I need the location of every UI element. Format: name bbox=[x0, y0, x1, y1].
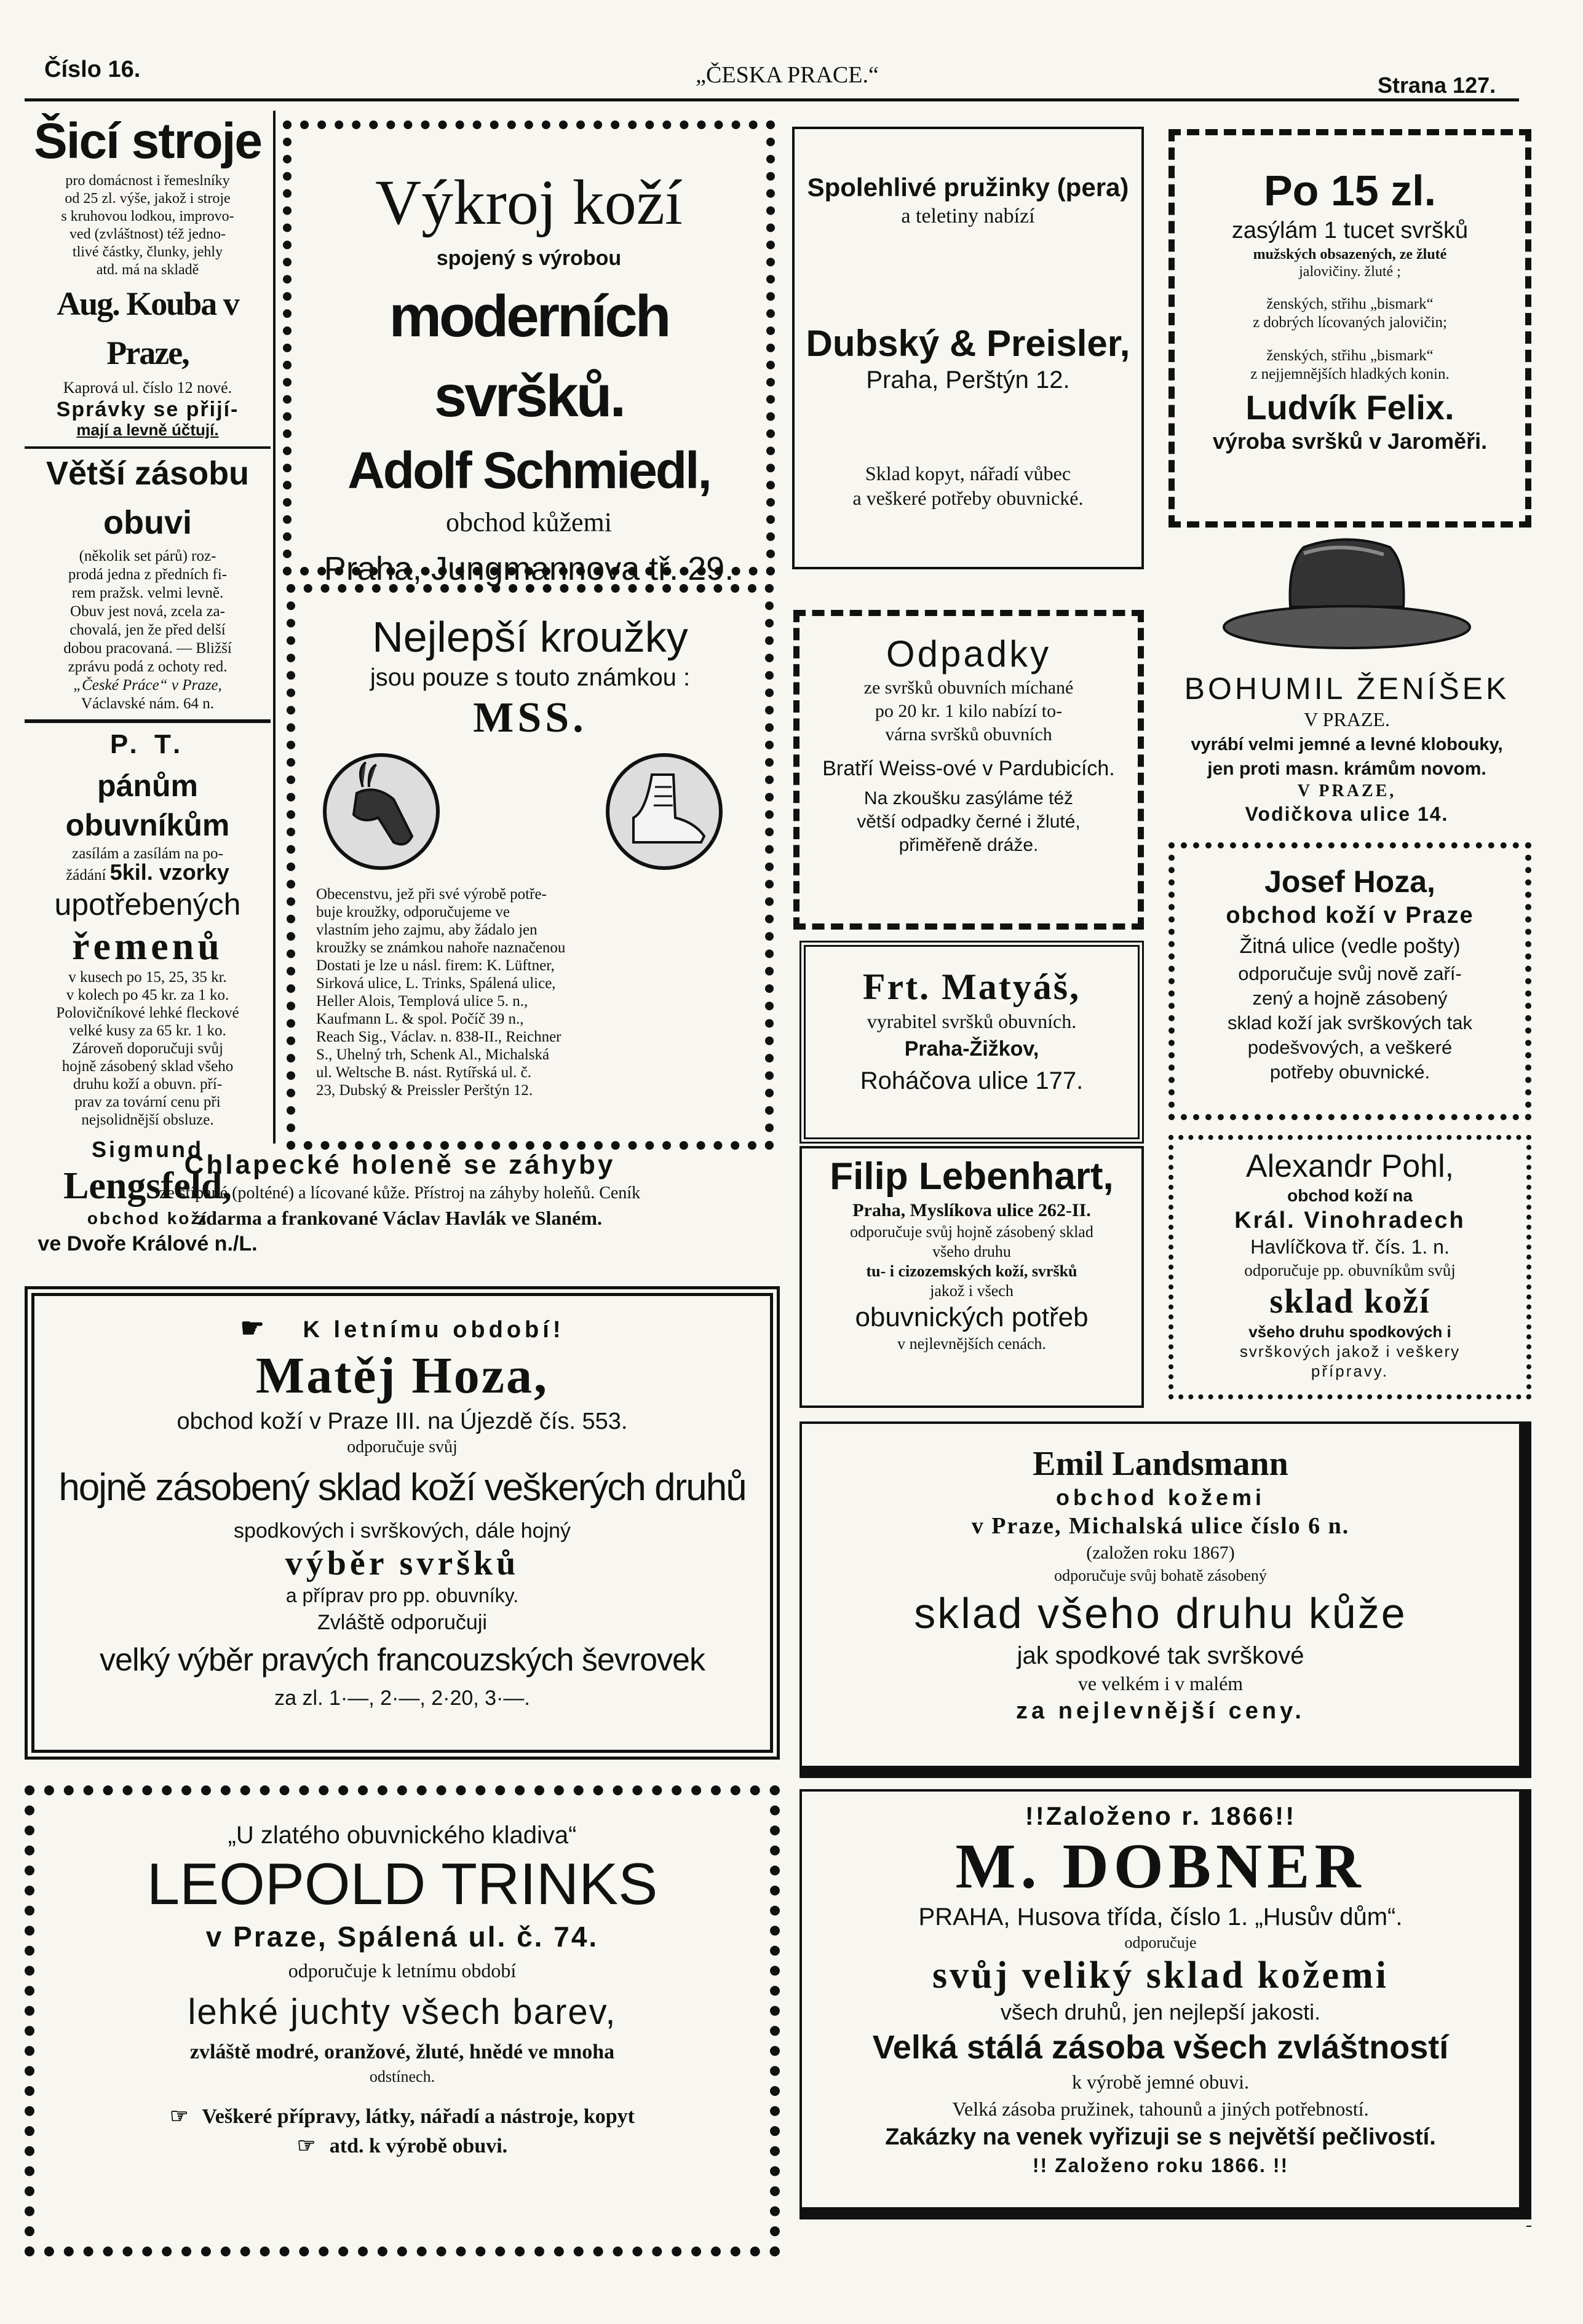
ad-line: zdarma a frankované Václav Havlák ve Slaném. bbox=[197, 1207, 603, 1229]
ad-zasoba-title: Větší zásobu obuvi bbox=[25, 446, 271, 547]
ad-line: Velká stálá zásoba všech zvláštností bbox=[872, 2029, 1449, 2066]
ad-line: z dobrých lícovaných jalovičin; bbox=[1253, 314, 1447, 331]
ad-line: zasýlám 1 tucet svršků bbox=[1231, 218, 1469, 243]
ad-firm: Bratří Weiss-ové v Pardubicích. bbox=[822, 757, 1115, 780]
ad-line: jen proti masn. krámům novom. bbox=[1207, 759, 1486, 779]
text-line: zprávu podá z ochoty red. bbox=[68, 658, 228, 675]
ad-year: (založen roku 1867) bbox=[1086, 1543, 1235, 1563]
ad-address: PRAHA, Husova třída, číslo 1. „Husův dům“. bbox=[918, 1903, 1403, 1931]
ad-zenisek bbox=[1156, 670, 1537, 836]
ad-rec: odporučuje svůj bbox=[347, 1437, 458, 1456]
ad-line: za zl. 1·—, 2·—, 2·20, 3·—. bbox=[274, 1686, 530, 1710]
ad-foot: přiměřeně dráže. bbox=[899, 835, 1039, 855]
text-line: od 25 zl. výše, jakož i stroje bbox=[65, 191, 231, 207]
ad-name: Josef Hoza, bbox=[1264, 864, 1435, 899]
text-line: Heller Alois, Templová ulice 5. n., bbox=[316, 993, 528, 1010]
ad-line bbox=[34, 2132, 770, 2160]
ad-title: Šicí stroje bbox=[34, 113, 261, 169]
ad-line: ze štípané (polténé) a lícované kůže. Přístroj na záhyby holeňů. Ceník bbox=[159, 1184, 641, 1203]
ad-big: moderních svršků. bbox=[389, 283, 669, 429]
ad-shop: obchod kožemi bbox=[1055, 1485, 1266, 1510]
ad-josef-hoza bbox=[1168, 842, 1531, 1120]
ad-city: Král. Vinohradech bbox=[1234, 1207, 1466, 1233]
ad-name: Aug. Kouba v Praze, bbox=[57, 285, 239, 371]
text-line: rem pražsk. velmi levně. bbox=[71, 585, 224, 601]
hat-icon bbox=[1218, 529, 1476, 652]
ad-text: podešvových, a veškeré bbox=[1247, 1037, 1453, 1058]
ad-zasoba-body bbox=[25, 547, 271, 713]
ad-text: přípravy. bbox=[1311, 1362, 1389, 1380]
ad-text: tu- i cizozemských koží, svršků bbox=[866, 1262, 1077, 1280]
ad-city: Praha-Žižkov, bbox=[904, 1037, 1039, 1061]
ad-shop: obchod koží na bbox=[1287, 1186, 1413, 1205]
ad-address: Roháčova ulice 177. bbox=[860, 1067, 1084, 1094]
ad-text: po 20 kr. 1 kilo nabízí to- bbox=[875, 701, 1063, 721]
ad-pt-title: P. T. bbox=[25, 719, 271, 766]
ad-address: Kaprová ul. číslo 12 nové. bbox=[63, 379, 232, 397]
text-line: buje kroužky, odporučujeme ve bbox=[316, 904, 510, 920]
text-line: zasílám a zasílám na po- bbox=[72, 845, 223, 862]
text-line: atd. má na skladě bbox=[96, 262, 199, 278]
ad-line-text: atd. k výrobě obuvi. bbox=[329, 2135, 508, 2157]
ad-filip bbox=[799, 1146, 1144, 1408]
text-line: Kaufmann L. & spol. Počíč 39 n., bbox=[316, 1011, 524, 1027]
ad-text: odporučuje svůj nově zaří- bbox=[1238, 963, 1462, 984]
ad-name: BOHUMIL ŽENÍŠEK bbox=[1184, 671, 1510, 706]
ad-line: ve velkém i v malém bbox=[1077, 1672, 1244, 1694]
ad-pt-city: ve Dvoře Králové n./L. bbox=[38, 1232, 258, 1255]
text-line: prodá jedna z předních fi- bbox=[68, 566, 228, 583]
ad-foot: a veškeré potřeby obuvnické. bbox=[852, 487, 1084, 509]
ad-line: velký výběr pravých francouzských ševrovek bbox=[100, 1642, 705, 1678]
ad-pt-body1 bbox=[25, 845, 271, 885]
ad-text: odporučuje svůj hojně zásobený sklad bbox=[850, 1223, 1093, 1241]
text-line: kroužky se známkou nahoře naznačenou bbox=[316, 939, 566, 956]
ad-text: zený a hojně zásobený bbox=[1252, 987, 1448, 1009]
ad-chlapecke bbox=[25, 1148, 775, 1284]
ad-text: svrškových jakož i veškery bbox=[1239, 1342, 1461, 1361]
ad-sici-stroje bbox=[25, 111, 271, 1255]
chamois-head-icon bbox=[320, 750, 443, 873]
text-line: Obuv jest nová, zcela za- bbox=[70, 603, 225, 620]
ad-title: Nejlepší kroužky bbox=[372, 613, 688, 661]
ad-address: v Praze, Michalská ulice číslo 6 n. bbox=[971, 1513, 1350, 1539]
ad-trinks bbox=[25, 1785, 780, 2256]
text-line: ul. Weltsche B. nást. Rytířská ul. č. bbox=[316, 1064, 531, 1081]
ad-repair2: mají a levně účtují. bbox=[76, 421, 219, 439]
icon-row bbox=[295, 744, 765, 885]
ad-shop: obchod kůžemi bbox=[445, 507, 613, 537]
ad-name: LEOPOLD TRINKS bbox=[146, 1851, 658, 1917]
ad-pt-body2 bbox=[25, 968, 271, 1129]
ad-address: Praha, Myslíkova ulice 262-II. bbox=[852, 1200, 1091, 1220]
ad-big: lehké juchty všech barev, bbox=[188, 1992, 617, 2032]
ad-line: ženských, střihu „bismark“ bbox=[1266, 347, 1434, 364]
text-line: 5kil. vzorky bbox=[109, 860, 229, 885]
ad-line: všech druhů, jen nejlepší jakosti. bbox=[1000, 1999, 1321, 2025]
pointing-hand-icon: ☞ bbox=[169, 2105, 189, 2128]
text-line: Dostati je lze u násl. firem: K. Lüftner, bbox=[316, 957, 555, 974]
ad-pt-sub: pánům obuvníkům bbox=[65, 769, 230, 842]
ad-rec: odporučuje svůj bohatě zásobený bbox=[1054, 1567, 1267, 1584]
ad-landsmann bbox=[799, 1421, 1531, 1778]
ad-text: všeho druhu bbox=[932, 1243, 1011, 1260]
ad-line: mužských obsazených, ze žluté bbox=[1253, 247, 1447, 263]
ad-name: Dubský & Preisler, bbox=[806, 323, 1130, 364]
ad-line: ženských, střihu „bismark“ bbox=[1266, 296, 1434, 312]
text-line: druhu koží a obuvn. pří- bbox=[73, 1076, 223, 1093]
ad-krouzky bbox=[287, 584, 774, 1150]
ad-name: Ludvík Felix. bbox=[1245, 388, 1454, 427]
ad-line: odstínech. bbox=[369, 2068, 435, 2085]
ad-felix bbox=[1168, 129, 1531, 528]
ad-big: svůj veliký sklad kožemi bbox=[932, 1954, 1389, 1996]
ad-repair: Správky se přijí- bbox=[56, 398, 239, 421]
ad-line: jak spodkové tak svrškové bbox=[1017, 1642, 1304, 1669]
ad-foot: výroba svršků v Jaroměři. bbox=[1212, 429, 1488, 454]
ad-street: Žitná ulice (vedle pošty) bbox=[1239, 935, 1461, 958]
text-line: S., Uhelný trh, Schenk Al., Michalská bbox=[316, 1046, 550, 1063]
ad-body bbox=[25, 172, 271, 279]
text-line: (několik set párů) roz- bbox=[79, 548, 216, 564]
ad-odpadky bbox=[793, 610, 1144, 930]
ad-line: vyrábí velmi jemné a levné klobouky, bbox=[1191, 735, 1503, 754]
ad-address: Praha, Perštýn 12. bbox=[866, 366, 1070, 393]
text-line: tlivé částky, člunky, jehly bbox=[72, 244, 223, 260]
ad-name: Adolf Schmiedl, bbox=[347, 441, 710, 499]
ad-sub: vyrabitel svršků obuvních. bbox=[867, 1010, 1077, 1032]
text-line: dobou pracovaná. — Bližší bbox=[63, 640, 232, 657]
text-line: Zároveň doporučuji svůj bbox=[72, 1040, 223, 1057]
ad-address: Havlíčkova tř. čís. 1. n. bbox=[1250, 1236, 1450, 1258]
ad-title: Chlapecké holeně se záhyby bbox=[184, 1150, 616, 1180]
right-edge-rule bbox=[1526, 2226, 1531, 2227]
text-line: pro domácnost i řemeslníky bbox=[65, 173, 230, 189]
text-line: Sirková ulice, L. Trinks, Spálená ulice, bbox=[316, 975, 556, 992]
ad-line: zvláště modré, oranžové, žluté, hnědé ve mnoha bbox=[189, 2041, 615, 2063]
ad-matej-hoza bbox=[25, 1286, 780, 1760]
ad-city: V PRAZE. bbox=[1304, 708, 1390, 730]
ad-name: M. DOBNER bbox=[955, 1831, 1366, 1902]
boot-icon bbox=[603, 750, 726, 873]
ad-body bbox=[295, 885, 765, 1099]
ad-line: Zakázky na venek vyřizuji se s největší pečlivostí. bbox=[885, 2124, 1436, 2150]
ad-sub: a teletiny nabízí bbox=[901, 205, 1035, 227]
ad-rec: odporučuje bbox=[1124, 1934, 1197, 1951]
text-line: vlastním jeho zajmu, aby žádalo jen bbox=[316, 922, 538, 938]
ad-title: Po 15 zl. bbox=[1263, 167, 1437, 215]
ad-text: všeho druhu spodkových i bbox=[1248, 1322, 1451, 1341]
text-line: v kusech po 15, 25, 35 kr. bbox=[68, 969, 227, 986]
ad-pohl bbox=[1168, 1135, 1531, 1399]
ad-foot: Sklad kopyt, nářadí vůbec bbox=[865, 462, 1071, 484]
ad-pt-remenu: řemenů bbox=[72, 924, 223, 968]
ad-vykroj bbox=[283, 121, 775, 587]
ad-text: jakož i všech bbox=[930, 1282, 1014, 1300]
ad-title: Spolehlivé pružinky (pera) bbox=[807, 173, 1129, 202]
pointing-hand-icon: ☞ bbox=[296, 2135, 316, 2157]
ad-top bbox=[34, 1313, 770, 1345]
ad-mark: MSS. bbox=[473, 694, 587, 741]
ad-text: ze svršků obuvních míchané bbox=[863, 678, 1074, 698]
ad-title: Odpadky bbox=[886, 633, 1052, 674]
ad-big: sklad koží bbox=[1269, 1283, 1430, 1321]
ad-text: sklad koží jak svrškových tak bbox=[1228, 1012, 1472, 1034]
ad-address: Praha, Jungmannova tř. 29. bbox=[323, 550, 734, 587]
text-line: ved (zvláštnost) též jedno- bbox=[69, 226, 226, 242]
ad-name: Alexandr Pohl, bbox=[1245, 1148, 1454, 1184]
ad-address: obchod koží v Praze III. na Újezdě čís. 553. bbox=[177, 1409, 628, 1434]
page-number: Strana 127. bbox=[1378, 73, 1496, 98]
ad-name: Filip Lebenhart, bbox=[830, 1155, 1114, 1198]
ad-line-text: Veškeré přípravy, látky, nářadí a nástroje, kopyt bbox=[202, 2105, 635, 2128]
ad-pt-last: Lengsfeld, bbox=[63, 1165, 232, 1207]
ad-rec: odporučuje k letnímu období bbox=[288, 1959, 517, 1982]
ad-pt-shop: obchod koží bbox=[87, 1209, 208, 1228]
ad-line: spodkových i svrškových, dále hojný bbox=[233, 1519, 571, 1543]
ad-name: Emil Landsmann bbox=[1033, 1445, 1288, 1483]
ad-line: a příprav pro pp. obuvníky. bbox=[285, 1584, 519, 1607]
text-line: s kruhovou lodkou, improvo- bbox=[61, 208, 234, 224]
ad-top-text: K letnímu období! bbox=[303, 1317, 565, 1343]
text-line: chovalá, jen že před delší bbox=[69, 622, 226, 638]
ad-line: výběr svršků bbox=[285, 1544, 520, 1583]
text-line: prav za tovární cenu při bbox=[74, 1094, 221, 1110]
ad-pruziny bbox=[792, 127, 1144, 569]
ad-text: várna svršků obuvních bbox=[885, 724, 1052, 745]
column-rule bbox=[273, 111, 276, 1144]
text-line: hojně zásobený sklad všeho bbox=[61, 1058, 234, 1075]
ad-line: V PRAZE, bbox=[1297, 781, 1397, 800]
text-line: 23, Dubský & Preissler Perštýn 12. bbox=[316, 1082, 533, 1099]
ad-sub: jsou pouze s touto známkou : bbox=[370, 664, 691, 691]
ad-address: v Praze, Spálená ul. č. 74. bbox=[205, 1921, 599, 1953]
text-line: Polovičníkové lehké fleckové bbox=[56, 1005, 239, 1021]
text-line: Václavské nám. 64 n. bbox=[81, 695, 214, 712]
ad-dobner bbox=[799, 1789, 1531, 2219]
ad-big: obuvnických potřeb bbox=[855, 1302, 1089, 1332]
ad-name: Frt. Matyáš, bbox=[862, 966, 1081, 1007]
ad-pt-used: upotřebených bbox=[54, 887, 241, 922]
text-line: Reach Sig., Václav. n. 838-II., Reichner bbox=[316, 1029, 561, 1045]
ad-matyas bbox=[799, 941, 1144, 1144]
ad-line: z nejjemnějších hladkých konin. bbox=[1250, 366, 1450, 382]
ad-pt-first: Sigmund bbox=[92, 1137, 204, 1162]
ad-foot: větší odpadky černé i žluté, bbox=[857, 812, 1081, 832]
text-line: žádání bbox=[66, 867, 106, 883]
ad-rec: odporučuje pp. obuvníkům svůj bbox=[1244, 1261, 1456, 1279]
ad-top: !!Založeno r. 1866!! bbox=[1025, 1801, 1296, 1830]
text-line: „České Práce“ v Praze, bbox=[73, 677, 222, 694]
ad-line: jalovičiny. žluté ; bbox=[1299, 264, 1401, 280]
ad-line: !! Založeno roku 1866. !! bbox=[1032, 2154, 1289, 2176]
ad-shop: obchod koží v Praze bbox=[1226, 903, 1474, 928]
header-rule bbox=[25, 98, 1519, 101]
ad-foot: Na zkoušku zasýláme též bbox=[863, 788, 1074, 808]
ad-line: k výrobě jemné obuvi. bbox=[1072, 2071, 1249, 2093]
pointing-hand-icon: ☛ bbox=[240, 1313, 268, 1343]
ad-top: „U zlatého obuvnického kladiva“ bbox=[228, 1822, 577, 1849]
ad-line: Zvláště odporučuji bbox=[317, 1611, 487, 1634]
text-line: velké kusy za 65 kr. 1 ko. bbox=[69, 1022, 226, 1039]
ad-name: Matěj Hoza, bbox=[255, 1347, 549, 1404]
text-line: nejsolidnější obsluze. bbox=[81, 1112, 214, 1128]
ad-foot: v nejlevnějších cenách. bbox=[897, 1335, 1046, 1353]
ad-big: sklad všeho druhu kůže bbox=[914, 1589, 1407, 1637]
ad-big: hojně zásobený sklad koží veškerých druhů bbox=[58, 1466, 746, 1509]
ad-line: za nejlevnější ceny. bbox=[1016, 1698, 1305, 1724]
text-line: v kolech po 45 kr. za 1 ko. bbox=[66, 987, 229, 1003]
masthead-title: „ČESKA PRACE.“ bbox=[696, 62, 879, 88]
ad-line: Vodičkova ulice 14. bbox=[1245, 803, 1449, 825]
ad-text: potřeby obuvnické. bbox=[1269, 1061, 1430, 1083]
text-line: Obecenstvu, jež při své výrobě potře- bbox=[316, 886, 547, 903]
ad-sub: spojený s výrobou bbox=[436, 247, 622, 270]
ad-title: Výkroj koží bbox=[375, 167, 683, 238]
issue-number: Číslo 16. bbox=[44, 57, 141, 82]
ad-line bbox=[34, 2101, 770, 2132]
ad-line: Velká zásoba pružinek, tahounů a jiných potřebností. bbox=[952, 2098, 1369, 2120]
